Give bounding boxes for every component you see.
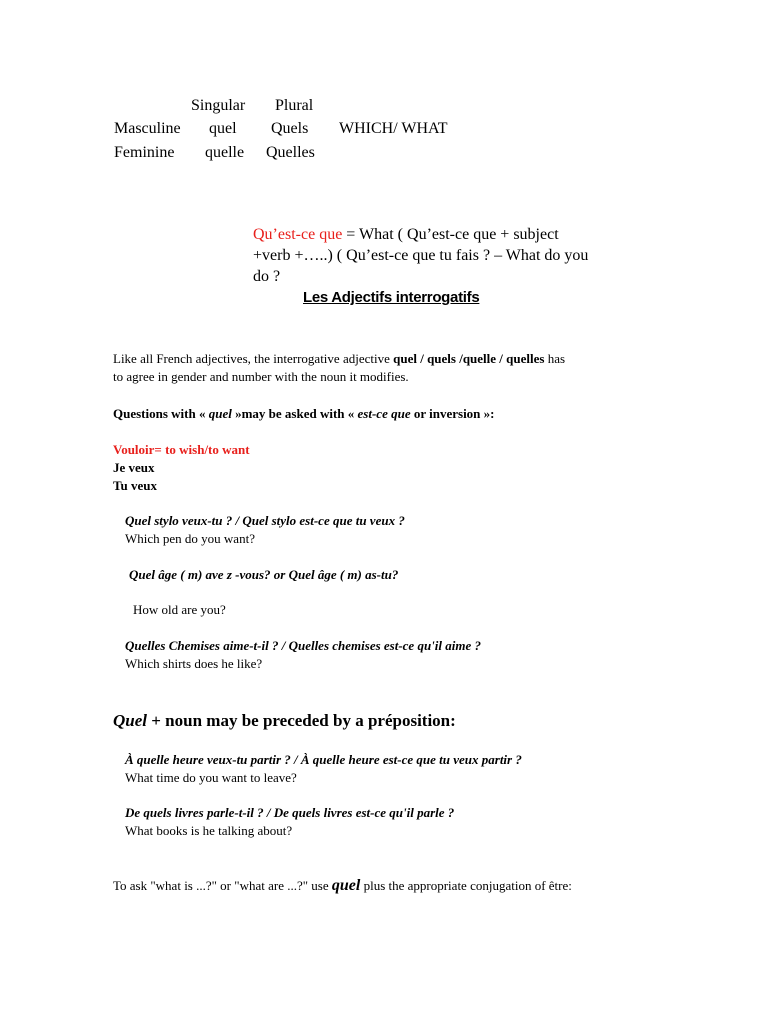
example-en: Which pen do you want?: [125, 531, 255, 546]
intro-bold: quel / quels /quelle / quelles: [393, 351, 545, 366]
example-fr: Quelles Chemises aime-t-il ? / Quelles chemises est-ce qu'il aime ?: [125, 638, 482, 653]
prep-example-en: What books is he talking about?: [125, 823, 293, 838]
qh-p3: or inversion »:: [410, 406, 495, 421]
qh-estceque: est-ce que: [357, 406, 411, 421]
questce-term: Qu’est-ce que: [253, 226, 343, 243]
masculine-singular: quel: [209, 120, 237, 137]
masculine-plural: Quels: [271, 120, 309, 137]
preposition-heading: [113, 710, 456, 732]
qh-quel: quel: [208, 406, 232, 421]
final-before: To ask "what is ...?" or "what are ...?" use: [113, 878, 332, 893]
feminine-plural: Quelles: [266, 144, 315, 161]
questions-heading: [113, 405, 495, 423]
qh-p1: Questions with «: [113, 406, 209, 421]
vouloir-je: Je veux: [113, 460, 155, 475]
header-plural: Plural: [275, 97, 314, 114]
row-masculine-label: Masculine: [114, 120, 181, 137]
prep-example-fr: De quels livres parle-t-il ? / De quels livres est-ce qu'il parle ?: [125, 805, 455, 820]
final-after: plus the appropriate conjugation of être:: [360, 878, 572, 893]
example-fr: Quel âge ( m) ave z -vous? or Quel âge ( m) as-tu?: [129, 567, 399, 582]
questce-line1-rest: = What ( Qu’est-ce que + subject: [342, 226, 559, 243]
example-en: Which shirts does he like?: [125, 656, 263, 671]
prep-example-en: What time do you want to leave?: [125, 770, 297, 785]
intro-line2: to agree in gender and number with the noun it modifies.: [113, 369, 409, 384]
qh-p2: »may be asked with «: [231, 406, 358, 421]
intro-before: Like all French adjectives, the interrogative adjective: [113, 351, 394, 366]
feminine-singular: quelle: [205, 144, 245, 161]
example-en: How old are you?: [133, 602, 226, 617]
row-feminine-label: Feminine: [114, 144, 175, 161]
meaning: WHICH/ WHAT: [339, 120, 448, 137]
intro-line1: [113, 350, 565, 368]
intro-after: has: [544, 351, 566, 366]
header-singular: Singular: [191, 97, 246, 114]
questce-line2: +verb +…..) ( Qu’est-ce que tu fais ? – What do you: [253, 247, 589, 264]
questce-line1: [253, 224, 559, 246]
final-line: [113, 877, 572, 895]
vouloir-heading: Vouloir= to wish/to want: [113, 442, 250, 457]
questce-line3: do ?: [253, 268, 281, 285]
vouloir-tu: Tu veux: [113, 478, 157, 493]
page-title: Les Adjectifs interrogatifs: [303, 289, 480, 306]
prep-example-fr: À quelle heure veux-tu partir ? / À quelle heure est-ce que tu veux partir ?: [125, 752, 522, 767]
example-fr: Quel stylo veux-tu ? / Quel stylo est-ce que tu veux ?: [125, 513, 405, 528]
ph-quel: Quel: [113, 711, 147, 730]
final-quel: quel: [331, 877, 361, 894]
ph-rest: + noun may be preceded by a préposition:: [147, 711, 456, 730]
